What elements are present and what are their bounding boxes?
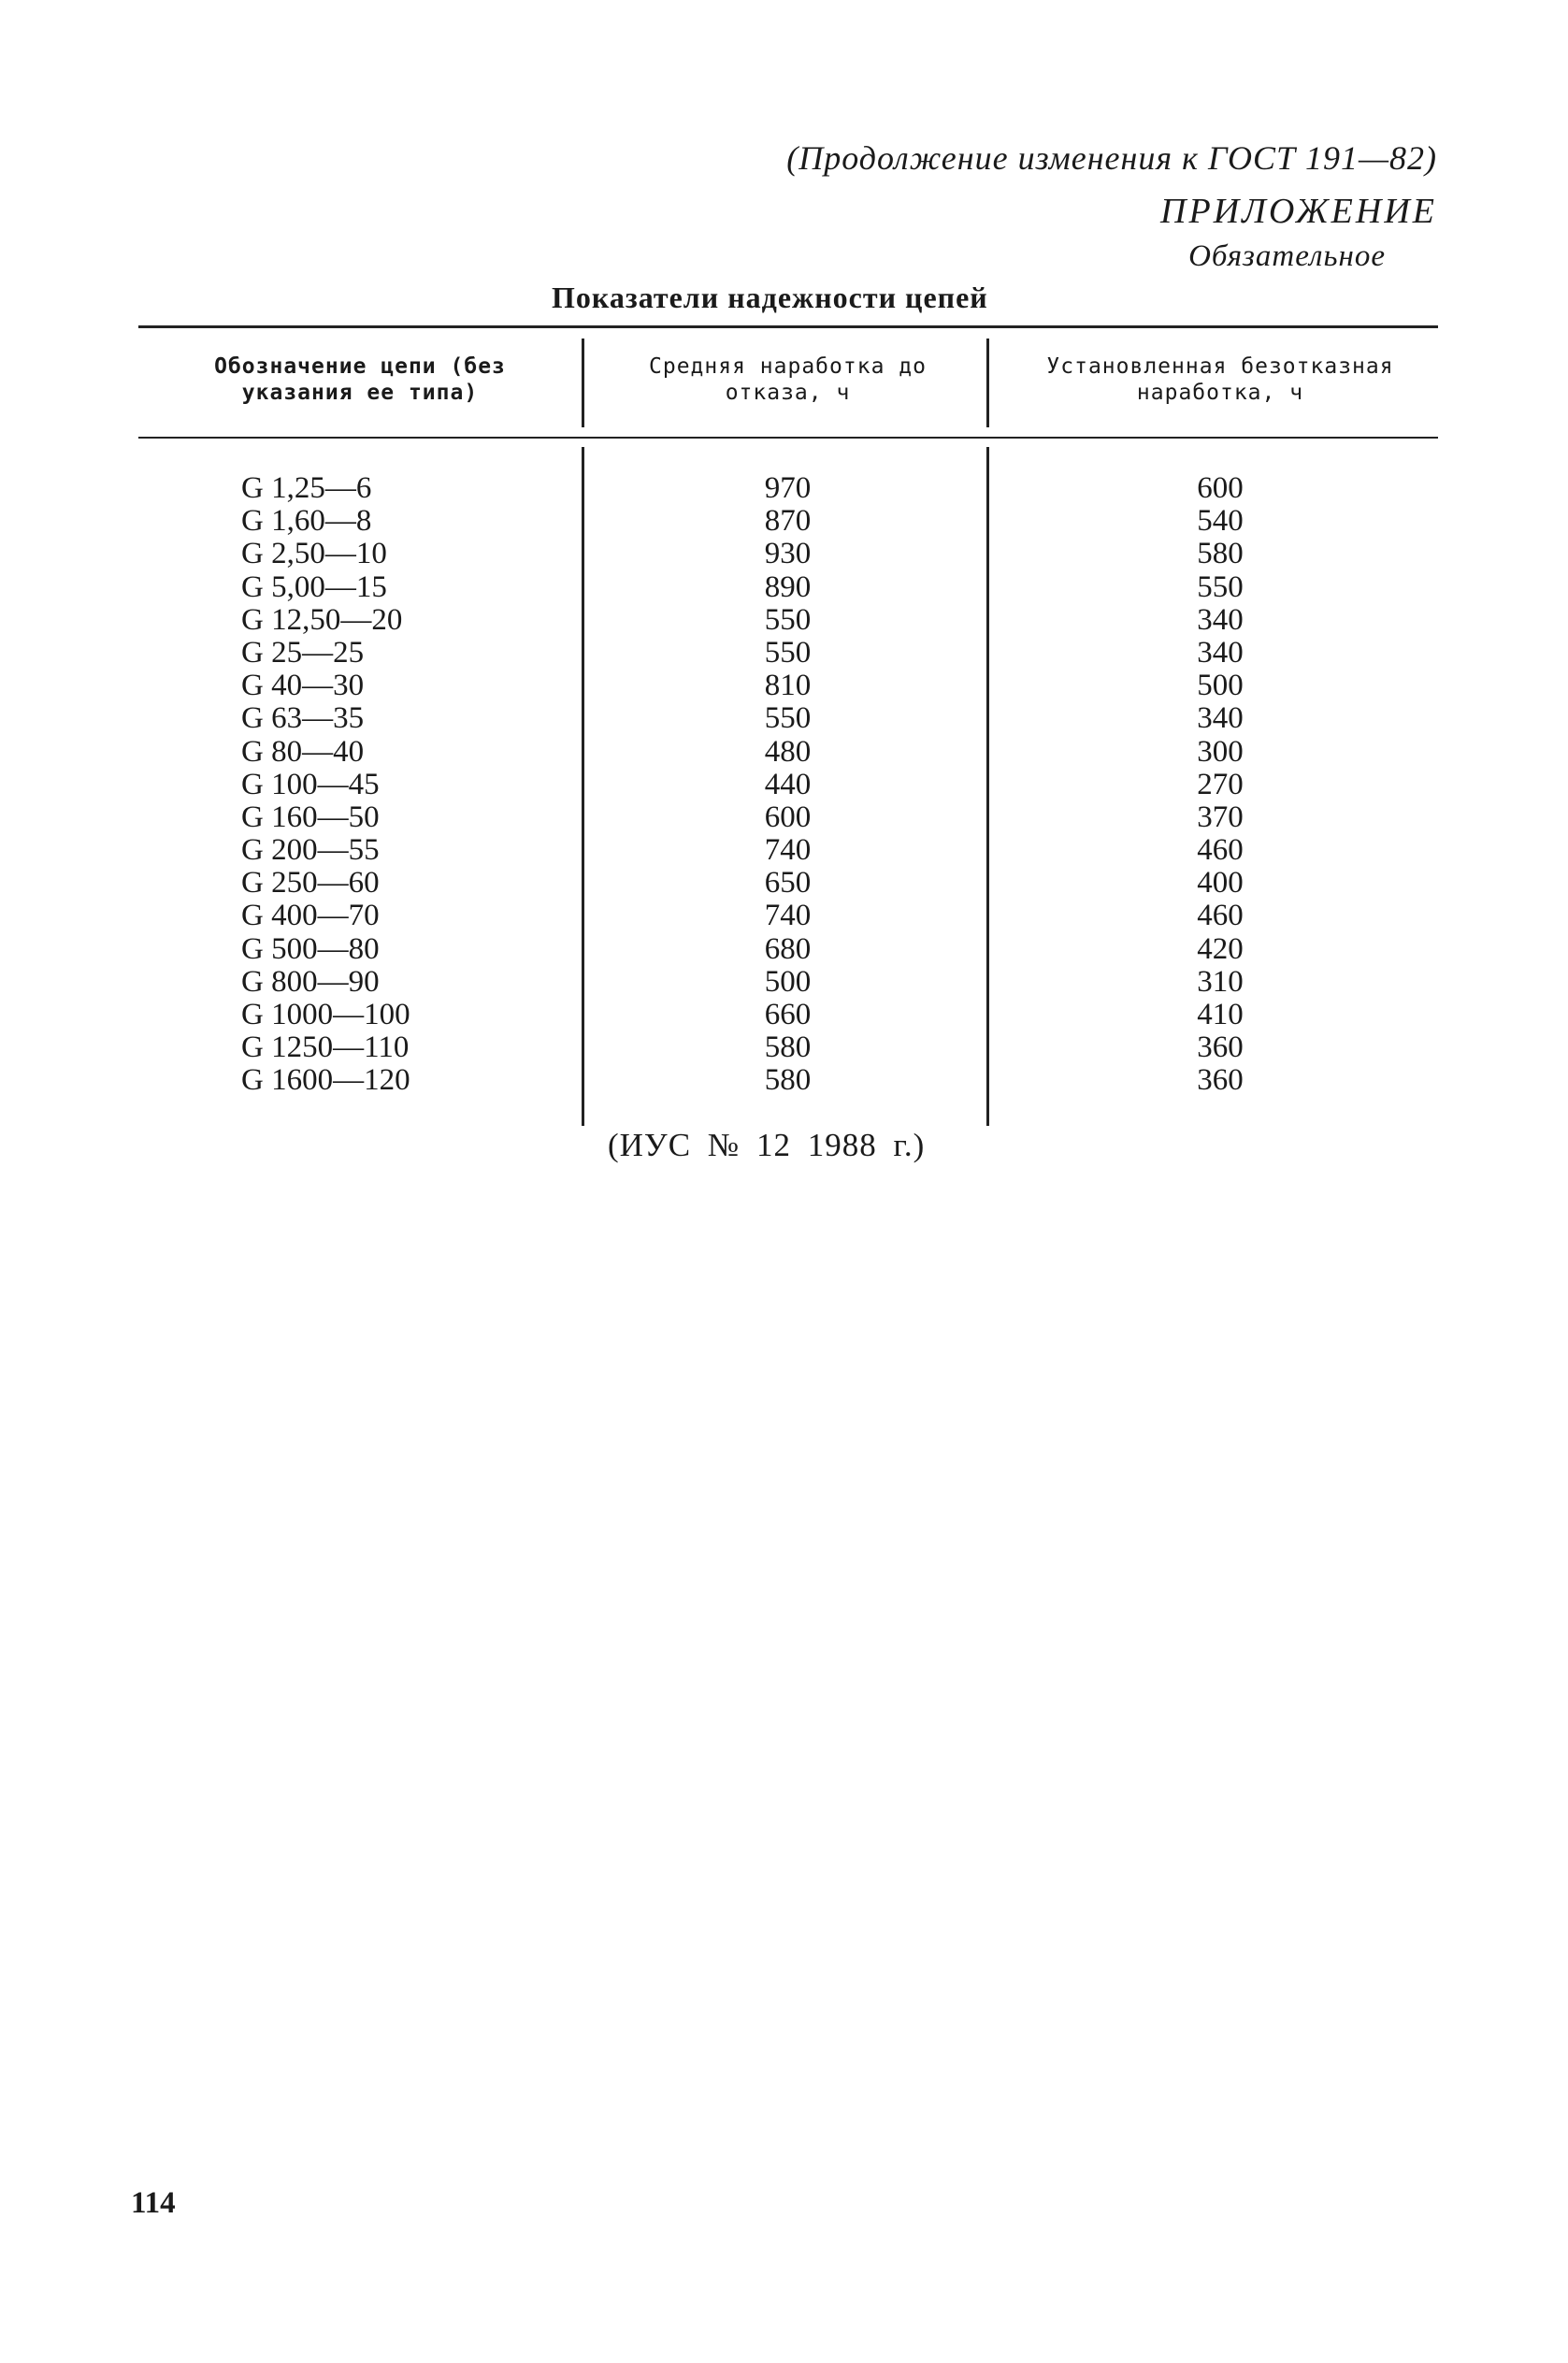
cell-set-life: 410 <box>1197 998 1244 1031</box>
cell-mtbf: 740 <box>764 899 812 933</box>
table-header-rule <box>138 437 1438 439</box>
table-top-rule <box>138 325 1438 328</box>
table-row <box>0 769 1568 801</box>
cell-mtbf: 970 <box>764 471 812 505</box>
column-header-mtbf <box>598 353 977 406</box>
table-row <box>0 538 1568 570</box>
page-number: 114 <box>131 2186 176 2220</box>
column-header-line: указания ее типа) <box>241 381 479 405</box>
cell-mtbf: 870 <box>764 504 812 539</box>
column-header-line: отказа, ч <box>725 381 851 405</box>
cell-designation: G 12,50—20 <box>241 602 403 637</box>
cell-mtbf: 550 <box>764 635 812 670</box>
cell-mtbf: 810 <box>764 669 812 703</box>
header-mandatory: Обязательное <box>1188 239 1386 273</box>
cell-set-life: 580 <box>1197 537 1244 571</box>
cell-designation: G 500—80 <box>241 931 380 966</box>
header-appendix: ПРИЛОЖЕНИЕ <box>1160 192 1437 231</box>
cell-set-life: 400 <box>1197 866 1244 901</box>
cell-mtbf: 580 <box>764 1030 812 1065</box>
cell-designation: G 100—45 <box>241 767 380 801</box>
cell-designation: G 160—50 <box>241 800 380 834</box>
cell-mtbf: 930 <box>764 537 812 571</box>
table-row <box>0 702 1568 735</box>
cell-set-life: 600 <box>1197 471 1244 505</box>
cell-mtbf: 480 <box>764 734 812 769</box>
table-row <box>0 834 1568 867</box>
cell-designation: G 25—25 <box>241 635 365 670</box>
footnote: (ИУС № 12 1988 г.) <box>608 1127 926 1163</box>
table-body <box>0 472 1568 1098</box>
table-row <box>0 571 1568 604</box>
column-header-line: Средняя наработка до <box>649 354 927 379</box>
column-divider <box>582 339 584 427</box>
cell-set-life: 340 <box>1197 701 1244 736</box>
header-continuation: (Продолжение изменения к ГОСТ 191—82) <box>786 139 1437 177</box>
cell-designation: G 200—55 <box>241 833 380 868</box>
table-row <box>0 1031 1568 1064</box>
table-row <box>0 736 1568 769</box>
table-row <box>0 900 1568 932</box>
cell-mtbf: 580 <box>764 1063 812 1098</box>
cell-mtbf: 660 <box>764 998 812 1031</box>
cell-set-life: 360 <box>1197 1063 1244 1098</box>
table-row <box>0 999 1568 1031</box>
table-row <box>0 1064 1568 1097</box>
table-row <box>0 966 1568 999</box>
table-row <box>0 604 1568 637</box>
cell-designation: G 80—40 <box>241 734 365 769</box>
cell-mtbf: 890 <box>764 569 812 604</box>
table-row <box>0 933 1568 966</box>
column-header-line: Обозначение цепи (без <box>214 354 506 379</box>
cell-set-life: 540 <box>1197 504 1244 539</box>
column-header-set-life <box>1005 353 1435 406</box>
cell-set-life: 550 <box>1197 569 1244 604</box>
cell-set-life: 370 <box>1197 800 1244 834</box>
cell-designation: G 40—30 <box>241 669 365 703</box>
cell-set-life: 460 <box>1197 833 1244 868</box>
cell-designation: G 1250—110 <box>241 1030 410 1065</box>
cell-set-life: 270 <box>1197 767 1244 801</box>
column-header-designation <box>150 353 570 406</box>
cell-designation: G 1,25—6 <box>241 471 372 505</box>
table-row <box>0 867 1568 900</box>
cell-designation: G 800—90 <box>241 964 380 999</box>
table-row <box>0 801 1568 834</box>
cell-mtbf: 740 <box>764 833 812 868</box>
cell-set-life: 340 <box>1197 602 1244 637</box>
cell-designation: G 1000—100 <box>241 998 410 1031</box>
table-row <box>0 637 1568 670</box>
cell-designation: G 250—60 <box>241 866 380 901</box>
cell-set-life: 420 <box>1197 931 1244 966</box>
cell-mtbf: 440 <box>764 767 812 801</box>
cell-designation: G 5,00—15 <box>241 569 387 604</box>
cell-designation: G 63—35 <box>241 701 365 736</box>
cell-mtbf: 500 <box>764 964 812 999</box>
table-row <box>0 472 1568 505</box>
cell-designation: G 1,60—8 <box>241 504 372 539</box>
cell-set-life: 360 <box>1197 1030 1244 1065</box>
cell-mtbf: 550 <box>764 602 812 637</box>
cell-set-life: 300 <box>1197 734 1244 769</box>
column-header-line: наработка, ч <box>1136 381 1304 405</box>
cell-set-life: 460 <box>1197 899 1244 933</box>
cell-set-life: 500 <box>1197 669 1244 703</box>
cell-designation: G 400—70 <box>241 899 380 933</box>
cell-set-life: 310 <box>1197 964 1244 999</box>
cell-set-life: 340 <box>1197 635 1244 670</box>
column-header-line: Установленная безотказная <box>1046 354 1394 379</box>
table-row <box>0 505 1568 538</box>
cell-mtbf: 600 <box>764 800 812 834</box>
cell-mtbf: 550 <box>764 701 812 736</box>
table-title: Показатели надежности цепей <box>552 281 988 314</box>
cell-designation: G 1600—120 <box>241 1063 410 1098</box>
column-divider <box>986 339 989 427</box>
table-row <box>0 670 1568 702</box>
cell-mtbf: 650 <box>764 866 812 901</box>
cell-mtbf: 680 <box>764 931 812 966</box>
cell-designation: G 2,50—10 <box>241 537 387 571</box>
